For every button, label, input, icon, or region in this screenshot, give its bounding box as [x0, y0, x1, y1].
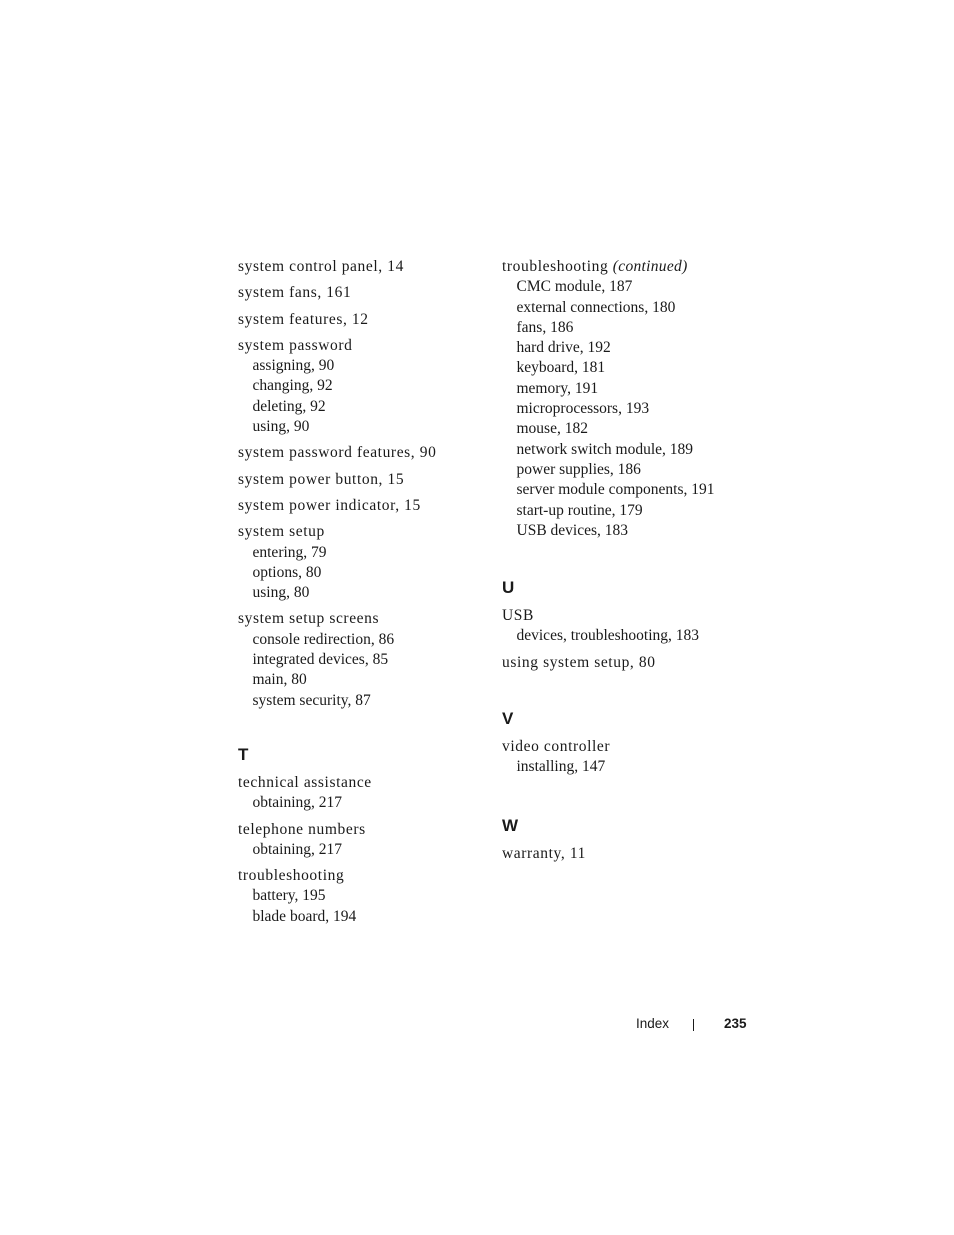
index-subentry: blade board, 194: [252, 907, 357, 925]
index-subentry: server module components, 191: [516, 481, 715, 499]
index-subentry: microprocessors, 193: [516, 400, 650, 418]
index-term: USB: [502, 607, 534, 625]
index-subentry: hard drive, 192: [516, 339, 611, 357]
index-subentry: assigning, 90: [252, 357, 335, 375]
index-term: system features, 12: [238, 310, 369, 328]
index-subentry: using, 80: [252, 584, 310, 602]
index-entry: [238, 443, 488, 463]
index-subentry: integrated devices, 85: [252, 651, 389, 669]
index-section-t: [238, 745, 488, 927]
index-term: system power indicator, 15: [238, 496, 421, 514]
section-letter: U: [502, 578, 515, 598]
index-entry: [502, 737, 762, 778]
index-entry: [238, 866, 488, 927]
index-term: using system setup, 80: [502, 653, 656, 671]
section-letter: T: [238, 744, 249, 764]
index-entry: [238, 496, 488, 516]
index-entry: [238, 820, 488, 861]
footer-separator: [693, 1019, 694, 1031]
index-subentry: changing, 92: [252, 377, 333, 395]
section-entries: [502, 737, 762, 778]
index-term: system password: [238, 336, 353, 354]
index-entry: [238, 470, 488, 490]
index-entry: [238, 257, 488, 277]
index-subentry: main, 80: [252, 671, 307, 689]
index-subentry: using, 90: [252, 418, 310, 436]
index-term: warranty, 11: [502, 844, 586, 862]
index-subentry: mouse, 182: [516, 420, 588, 438]
index-term: system password features, 90: [238, 444, 437, 462]
index-term: system power button, 15: [238, 470, 405, 488]
index-entry: [502, 653, 762, 673]
index-entry: [238, 310, 488, 330]
index-section-w: [502, 816, 762, 864]
index-entry: [238, 773, 488, 814]
index-term: troubleshooting: [238, 867, 345, 885]
index-subentry: installing, 147: [516, 758, 606, 776]
index-term: [502, 257, 762, 277]
index-subentry: entering, 79: [252, 543, 327, 561]
index-subentry: deleting, 92: [252, 397, 326, 415]
index-subentry: power supplies, 186: [516, 460, 641, 478]
index-term: video controller: [502, 738, 611, 756]
index-term: telephone numbers: [238, 820, 366, 838]
index-entry: [238, 336, 488, 437]
continued-subentries: [502, 277, 762, 541]
index-term: system control panel, 14: [238, 258, 404, 275]
index-term: system setup screens: [238, 610, 380, 628]
index-entry: [238, 283, 488, 303]
index-entry: [502, 844, 762, 864]
index-term: system setup: [238, 523, 325, 541]
index-subentry: external connections, 180: [516, 298, 676, 316]
index-subentry: obtaining, 217: [252, 840, 343, 858]
index-subentry: USB devices, 183: [516, 521, 629, 539]
index-subentry: memory, 191: [516, 379, 599, 397]
section-entries: [502, 844, 762, 864]
index-column-right: [502, 257, 762, 870]
index-section-u: [502, 578, 762, 673]
index-term: system fans, 161: [238, 284, 352, 302]
index-subentry: devices, troubleshooting, 183: [516, 627, 700, 645]
page-number: 235: [724, 1016, 747, 1031]
index-entry-continued: [502, 257, 762, 541]
index-section-v: [502, 709, 762, 778]
index-subentry: start-up routine, 179: [516, 501, 643, 519]
continued-term: troubleshooting: [502, 258, 609, 275]
index-subentry: system security, 87: [252, 691, 371, 709]
index-subentry: keyboard, 181: [516, 359, 606, 377]
index-term: technical assistance: [238, 773, 372, 791]
index-entry: [502, 606, 762, 647]
index-entry: [238, 609, 488, 710]
index-subentry: console redirection, 86: [252, 630, 395, 648]
section-entries: [238, 773, 488, 927]
index-subentry: network switch module, 189: [516, 440, 694, 458]
index-subentry: fans, 186: [516, 318, 574, 336]
section-letter: W: [502, 815, 519, 835]
index-subentry: battery, 195: [252, 887, 326, 905]
index-entry: [238, 522, 488, 603]
index-subentry: CMC module, 187: [516, 278, 633, 296]
index-subentry: options, 80: [252, 563, 322, 581]
section-letter: V: [502, 709, 514, 729]
section-entries: [502, 606, 762, 673]
continued-note: (continued): [612, 258, 688, 275]
index-subentry: obtaining, 217: [252, 794, 343, 812]
footer-section-label: Index: [636, 1016, 670, 1031]
index-column-left: [238, 257, 488, 933]
index-block-system: [238, 257, 488, 711]
